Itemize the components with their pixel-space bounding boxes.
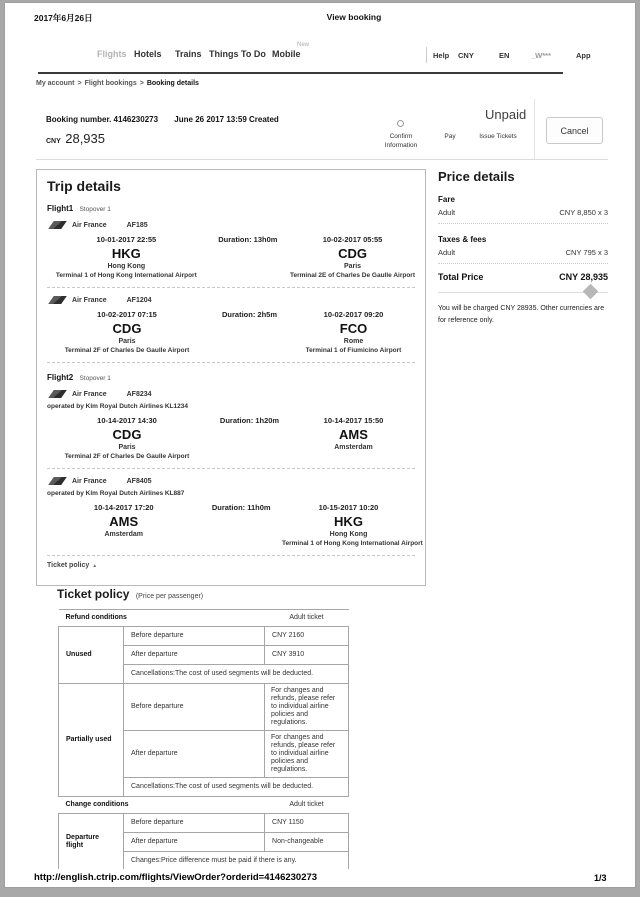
change-conditions-header: Change conditions — [59, 797, 265, 814]
flight-number: AF8234 — [126, 390, 152, 398]
flight-number: AF8405 — [126, 477, 152, 485]
operated-by-note: operated by Klm Royal Dutch Airlines KL1234 — [47, 403, 188, 410]
segment-airline-row — [47, 390, 415, 398]
taxes-label: Taxes & fees — [438, 235, 487, 244]
partially-used-label: Partially used — [59, 684, 124, 797]
booking-amount: CNY 28,935 — [46, 131, 105, 146]
departure-info: 10-02-2017 07:15 CDG Paris Terminal 2F of Charles De Gaulle Airport — [64, 310, 190, 354]
unused-note: Cancellations:The cost of used segments will be deducted. — [124, 665, 349, 684]
refund-conditions-header: Refund conditions — [59, 610, 265, 627]
airline-logo-icon — [48, 390, 67, 398]
operated-by-note: operated by Klm Royal Dutch Airlines KL887 — [47, 490, 185, 497]
airline-name: Air France — [72, 221, 107, 229]
taxes-row — [438, 248, 608, 264]
airline-logo-icon — [48, 221, 67, 229]
total-price-value: CNY 28,935 — [559, 272, 608, 282]
taxes-value: CNY 795 x 3 — [565, 248, 608, 257]
chevron-up-icon: ▲ — [92, 563, 98, 569]
unused-after-value: CNY 3910 — [265, 646, 349, 665]
table-row — [59, 610, 349, 627]
arrival-info: 10-02-2017 09:20 FCO Rome Terminal 1 of Fiumicino Airport — [305, 310, 402, 354]
departure-info: 10-01-2017 22:55 HKG Hong Kong Terminal 1 of Hong Kong International Airport — [55, 235, 197, 279]
page-title: View booking — [326, 12, 382, 22]
step-issue-tickets: Issue Tickets — [479, 133, 517, 140]
segment-row — [47, 310, 415, 354]
nav-currency[interactable]: CNY — [458, 51, 474, 60]
ticket-policy-heading: Ticket policy (Price per passenger) — [57, 587, 204, 601]
step-confirm-information: Confirm Information — [384, 133, 418, 149]
dashed-divider — [47, 555, 415, 556]
table-row: After departure For changes and refunds, please refer to individual airline policies and regulations. — [59, 731, 349, 778]
unused-label: Unused — [59, 627, 124, 684]
step-pay: Pay — [444, 133, 456, 140]
dashed-divider — [47, 362, 415, 363]
nav-flights[interactable]: Flights — [97, 49, 127, 59]
airline-name: Air France — [72, 477, 107, 485]
booking-header — [46, 115, 279, 124]
ticket-policy-table-wrap — [58, 609, 350, 869]
breadcrumb-booking-details: Booking details — [146, 80, 199, 87]
duration-info: Duration: 2h5m — [221, 310, 277, 319]
arrival-info: 10-15-2017 10:20 HKG Hong Kong Terminal 1 of Hong Kong International Airport — [282, 503, 423, 547]
price-details-panel — [438, 169, 608, 328]
airline-name: Air France — [72, 390, 107, 398]
trip-details-title: Trip details — [47, 178, 121, 194]
segment-airline-row — [47, 296, 415, 304]
departure-note: Changes:Price difference must be paid if there is any. — [124, 852, 349, 870]
nav-username[interactable]: _W*** — [531, 51, 552, 60]
fare-passenger-type: Adult — [438, 208, 456, 217]
new-badge: New — [297, 42, 310, 48]
duration-info: Duration: 11h0m — [211, 503, 271, 512]
breadcrumb-flight-bookings[interactable]: Flight bookings — [84, 80, 137, 87]
departure-flight-label: Departure flight — [59, 814, 124, 870]
table-row: After departure Non-changeable — [59, 833, 349, 852]
adult-ticket-header: Adult ticket — [265, 797, 349, 814]
booking-created: June 26 2017 13:59 Created — [174, 115, 279, 124]
departure-info: 10-14-2017 14:30 CDG Paris Terminal 2F of Charles De Gaulle Airport — [64, 416, 190, 460]
departure-after-value: Non-changeable — [265, 833, 349, 852]
page — [4, 2, 636, 888]
departure-info: 10-14-2017 17:20 AMS Amsterdam — [93, 503, 154, 538]
segment-row — [47, 503, 423, 547]
table-row: Unused Before departure CNY 2160 — [59, 627, 349, 646]
nav-app[interactable]: App — [576, 51, 591, 60]
segment-row — [47, 235, 415, 279]
airline-name: Air France — [72, 296, 107, 304]
nav-separator — [426, 47, 427, 63]
vertical-divider — [534, 99, 535, 159]
ticket-policy-table — [58, 609, 349, 869]
flight2-label: Flight2 Stopover 1 — [47, 373, 111, 382]
table-row: After departure CNY 3910 — [59, 646, 349, 665]
nav-hotels[interactable]: Hotels — [134, 49, 162, 59]
arrival-info: 10-14-2017 15:50 AMS Amsterdam — [323, 416, 384, 451]
footer-url: http://english.ctrip.com/flights/ViewOrder?orderid=4146230273 — [34, 872, 318, 883]
fare-row — [438, 208, 608, 224]
nav-rule — [38, 72, 563, 74]
section-divider — [36, 159, 608, 160]
flight1-label: Flight1 Stopover 1 — [47, 204, 111, 213]
flight2-stopover: Stopover 1 — [79, 375, 111, 382]
charge-note: You will be charged CNY 28935. Other currencies are for reference only. — [438, 305, 605, 325]
partially-after-value: For changes and refunds, please refer to individual airline policies and regulations. — [265, 731, 349, 778]
unused-before-value: CNY 2160 — [265, 627, 349, 646]
table-row: Departure flight Before departure CNY 1150 — [59, 814, 349, 833]
price-divider — [438, 292, 608, 293]
trip-details-panel — [36, 169, 426, 586]
table-row: Partially used Before departure For changes and refunds, please refer to individual airline policies and regulations. — [59, 684, 349, 731]
total-price-row — [438, 272, 608, 282]
dashed-divider — [47, 287, 415, 288]
partially-before-value: For changes and refunds, please refer to individual airline policies and regulations. — [265, 684, 349, 731]
total-price-label: Total Price — [438, 272, 484, 282]
diamond-marker-icon — [583, 284, 599, 300]
airline-logo-icon — [48, 296, 67, 304]
nav-trains[interactable]: Trains — [175, 49, 202, 59]
flight1-stopover: Stopover 1 — [79, 206, 111, 213]
taxes-passenger-type: Adult — [438, 248, 456, 257]
breadcrumb: My account > Flight bookings > Booking details — [36, 80, 199, 87]
cancel-button[interactable]: Cancel — [546, 117, 603, 144]
nav-language[interactable]: EN — [499, 51, 510, 60]
arrival-info: 10-02-2017 05:55 CDG Paris Terminal 2E of Charles De Gaulle Airport — [290, 235, 415, 279]
duration-info: Duration: 1h20m — [219, 416, 280, 425]
booking-number: Booking number. 4146230273 — [46, 115, 159, 124]
status-badge: Unpaid — [485, 107, 527, 122]
fare-value: CNY 8,850 x 3 — [559, 208, 608, 217]
nav-things-to-do[interactable]: Things To Do — [209, 49, 266, 59]
breadcrumb-my-account[interactable]: My account — [36, 80, 75, 87]
segment-airline-row — [47, 477, 415, 485]
fare-label: Fare — [438, 195, 455, 204]
flight-number: AF185 — [126, 221, 148, 229]
nav-mobile[interactable]: Mobile — [272, 49, 301, 59]
flight-number: AF1204 — [126, 296, 152, 304]
price-details-title: Price details — [438, 169, 515, 184]
segment-airline-row — [47, 221, 415, 229]
dashed-divider — [47, 468, 415, 469]
print-date: 2017年6月26日 — [34, 13, 93, 23]
duration-info: Duration: 13h0m — [218, 235, 278, 244]
segment-row — [47, 416, 415, 460]
airline-logo-icon — [48, 477, 67, 485]
nav-help[interactable]: Help — [433, 51, 450, 60]
partially-note: Cancellations:The cost of used segments will be deducted. — [124, 778, 349, 797]
footer-page-number: 1/3 — [594, 873, 607, 883]
adult-ticket-header: Adult ticket — [265, 610, 349, 627]
ticket-policy-toggle[interactable]: Ticket policy ▲ — [47, 562, 98, 569]
step-circle-icon — [397, 120, 404, 127]
table-row — [59, 797, 349, 814]
departure-before-value: CNY 1150 — [265, 814, 349, 833]
policy-heading-note: (Price per passenger) — [135, 593, 204, 600]
